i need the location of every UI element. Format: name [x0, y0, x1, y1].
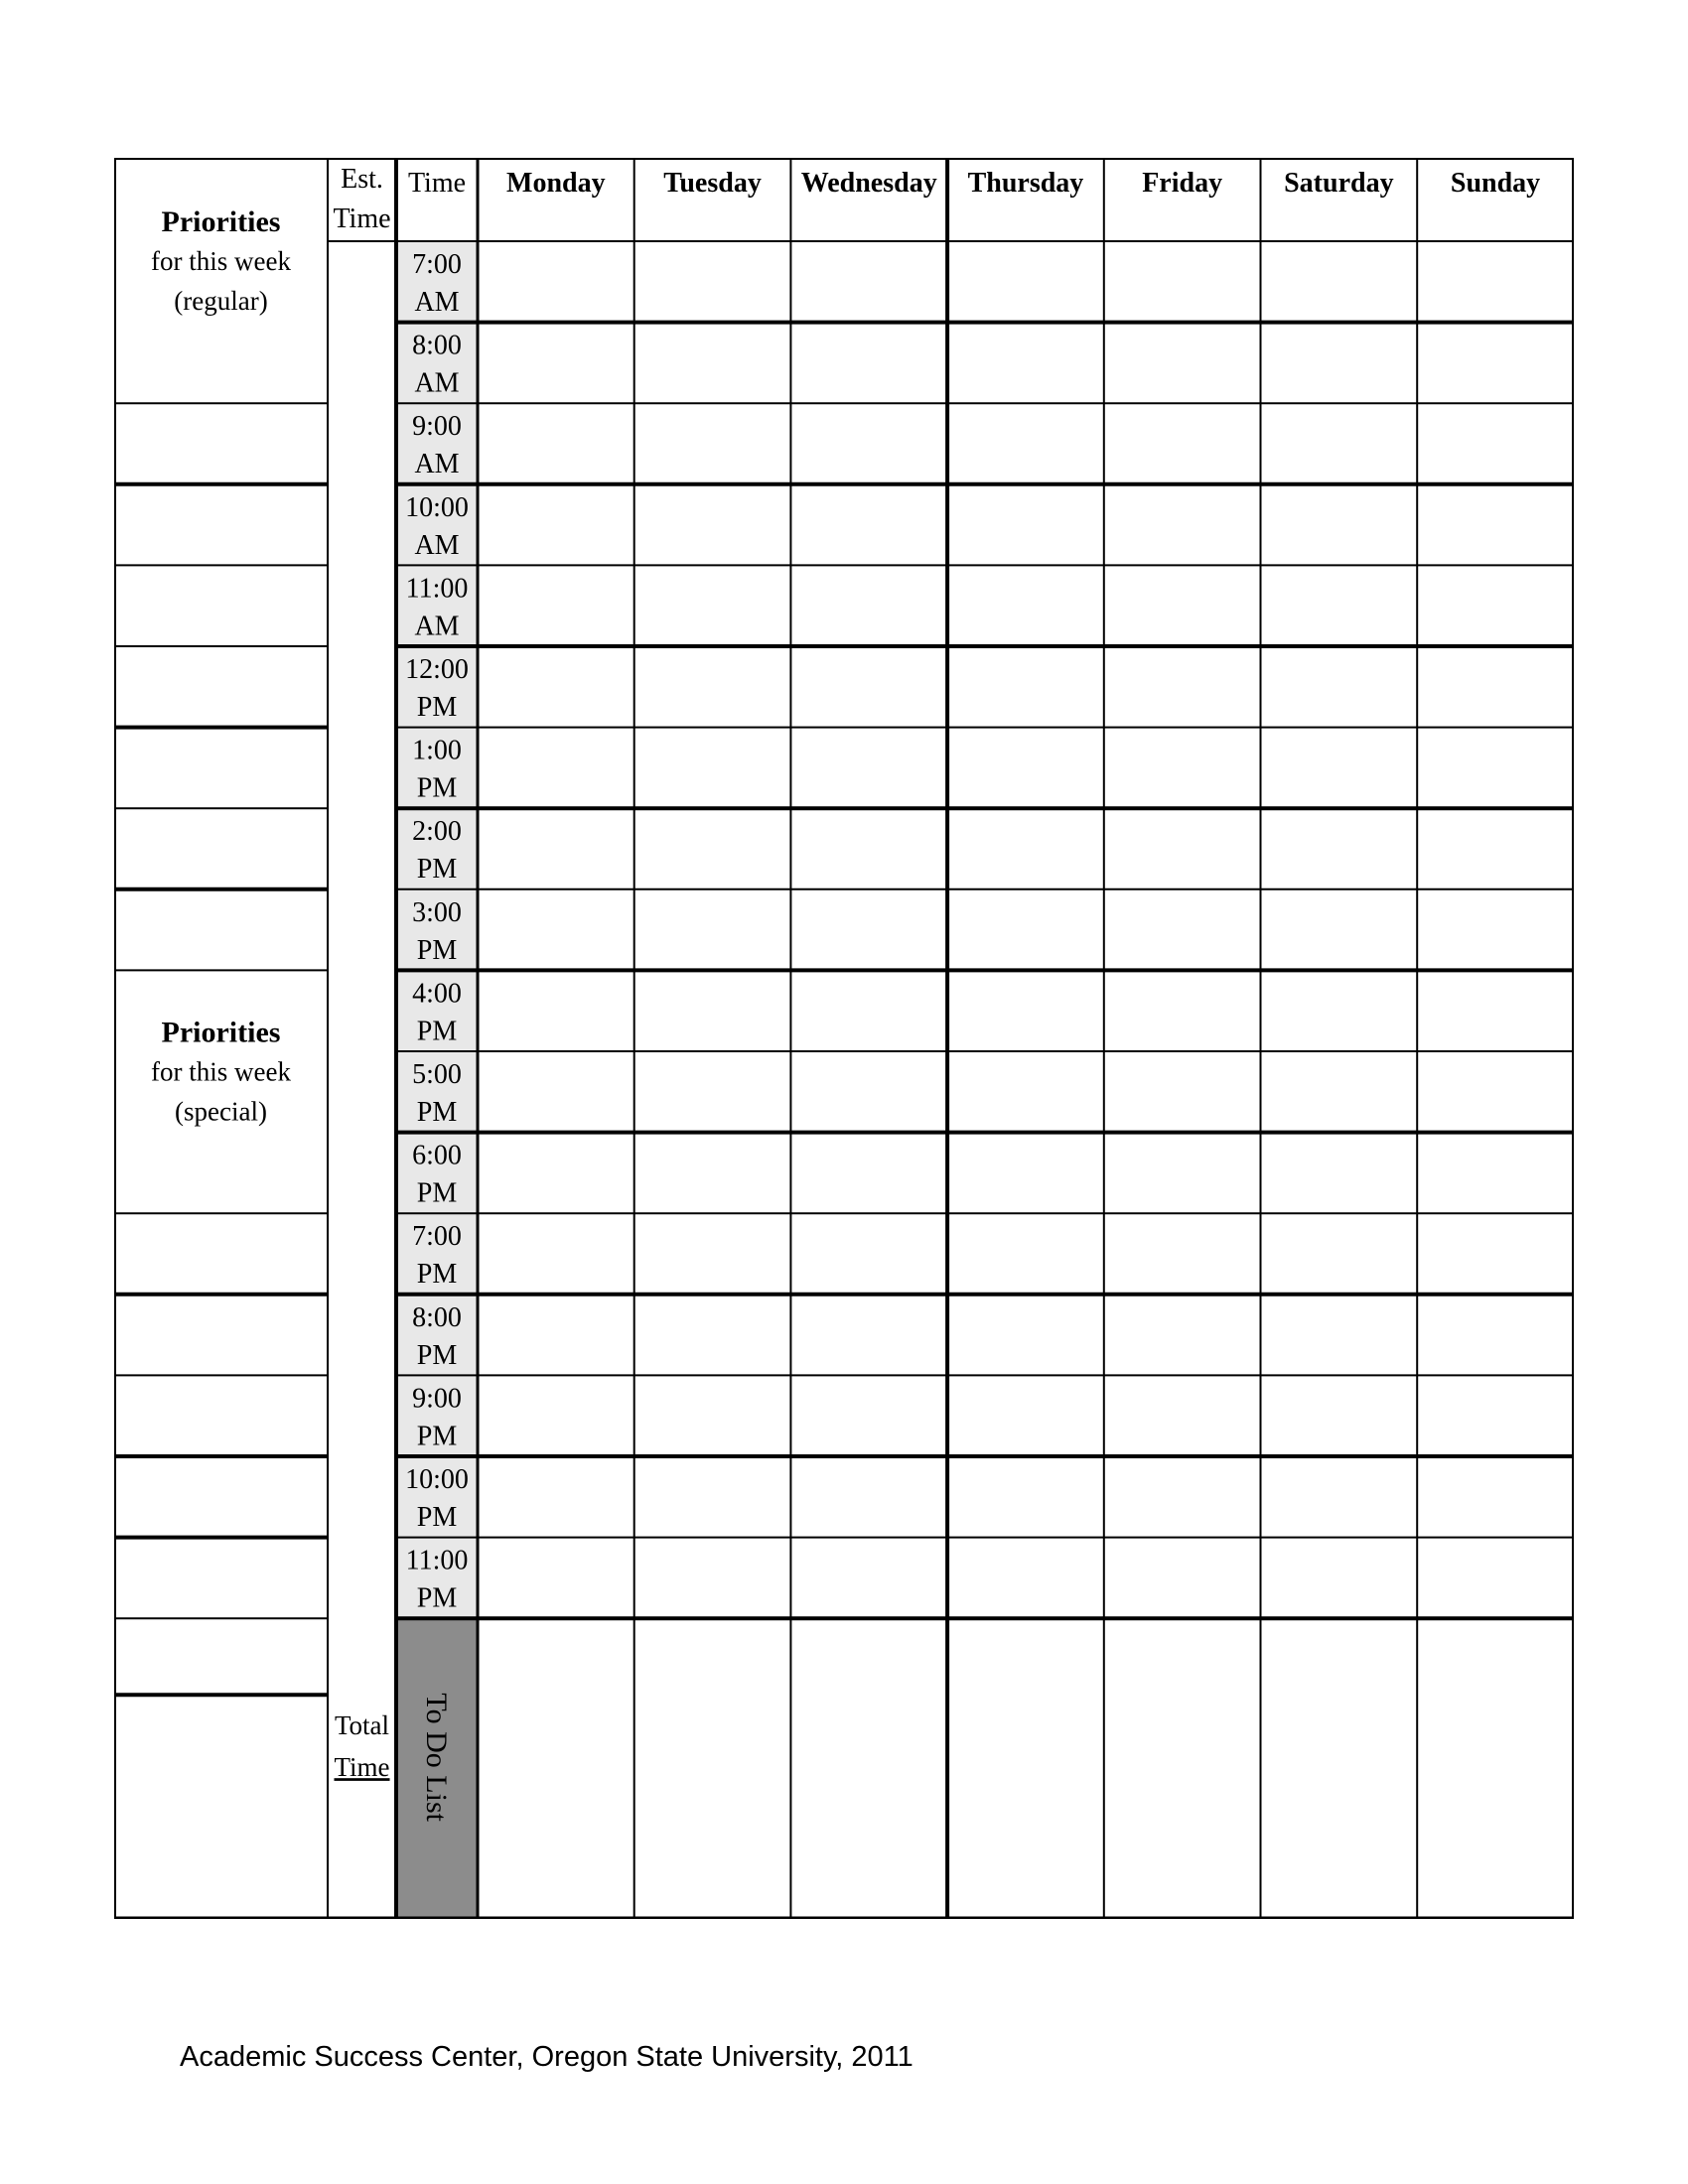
- priorities-special-line1: for this week: [151, 1056, 291, 1087]
- time-slot-hour: 5:00: [412, 1059, 462, 1090]
- priority-entry-cell[interactable]: [114, 484, 328, 566]
- schedule-cell[interactable]: [1417, 1133, 1574, 1214]
- day-header-saturday: Saturday: [1284, 168, 1394, 199]
- priority-entry-cell[interactable]: [114, 1456, 328, 1538]
- time-slot-meridiem: AM: [414, 449, 460, 480]
- schedule-cell[interactable]: [1417, 1375, 1574, 1456]
- schedule-cell[interactable]: [1417, 403, 1574, 484]
- schedule-cell[interactable]: [1261, 1213, 1418, 1295]
- schedule-cell[interactable]: [947, 646, 1104, 728]
- priority-entry-cell[interactable]: [114, 808, 328, 889]
- schedule-cell[interactable]: [634, 1051, 791, 1133]
- schedule-cell[interactable]: [1261, 1456, 1418, 1538]
- time-header: Time: [407, 168, 467, 199]
- schedule-cell[interactable]: [1104, 1456, 1261, 1538]
- time-slot-hour: 10:00: [405, 1464, 469, 1495]
- time-slot-hour: 9:00: [412, 1383, 462, 1415]
- schedule-cell[interactable]: [1261, 1133, 1418, 1214]
- day-header-monday: Monday: [506, 168, 606, 199]
- schedule-cell[interactable]: [478, 565, 634, 646]
- priorities-regular-line1: for this week: [151, 246, 291, 276]
- priorities-regular-line2: (regular): [174, 286, 268, 316]
- schedule-cell[interactable]: [1417, 728, 1574, 809]
- schedule-cell[interactable]: [478, 808, 634, 889]
- schedule-cell[interactable]: [478, 1456, 634, 1538]
- schedule-cell[interactable]: [634, 565, 791, 646]
- day-header-thursday: Thursday: [967, 168, 1084, 199]
- planner-grid: [114, 158, 1574, 1919]
- priority-entry-cell[interactable]: [114, 403, 328, 484]
- time-slot-meridiem: PM: [416, 934, 458, 966]
- schedule-cell[interactable]: [1261, 889, 1418, 971]
- time-slot-meridiem: PM: [416, 1259, 458, 1291]
- priority-entry-cell[interactable]: [114, 1618, 328, 1695]
- time-slot-meridiem: PM: [416, 1421, 458, 1452]
- footer-credit: Academic Success Center, Oregon State University, 2011: [180, 2041, 914, 2073]
- schedule-cell[interactable]: [790, 728, 947, 809]
- schedule-cell[interactable]: [790, 646, 947, 728]
- schedule-cell[interactable]: [634, 889, 791, 971]
- schedule-cell[interactable]: [634, 484, 791, 566]
- schedule-cell[interactable]: [478, 1375, 634, 1456]
- schedule-cell[interactable]: [1417, 241, 1574, 323]
- time-slot-hour: 2:00: [412, 816, 462, 848]
- time-slot-hour: 8:00: [412, 330, 462, 361]
- schedule-cell[interactable]: [1104, 484, 1261, 566]
- schedule-cell[interactable]: [1261, 728, 1418, 809]
- schedule-cell[interactable]: [1104, 1295, 1261, 1376]
- total-time-line1: Total: [334, 1710, 390, 1741]
- schedule-cell[interactable]: [1261, 484, 1418, 566]
- schedule-cell[interactable]: [634, 646, 791, 728]
- schedule-cell[interactable]: [1104, 1213, 1261, 1295]
- time-slot-hour: 12:00: [405, 654, 469, 685]
- schedule-cell[interactable]: [1261, 565, 1418, 646]
- total-time-line2: Time: [334, 1752, 390, 1783]
- day-header-tuesday: Tuesday: [663, 168, 762, 199]
- schedule-cell[interactable]: [478, 484, 634, 566]
- schedule-cell[interactable]: [1417, 1456, 1574, 1538]
- time-slot-meridiem: PM: [416, 1502, 458, 1533]
- time-slot-hour: 7:00: [412, 249, 462, 280]
- schedule-cell[interactable]: [478, 728, 634, 809]
- schedule-cell[interactable]: [1417, 1295, 1574, 1376]
- schedule-cell[interactable]: [634, 1295, 791, 1376]
- schedule-cell[interactable]: [790, 484, 947, 566]
- time-slot-hour: 3:00: [412, 896, 462, 928]
- schedule-cell[interactable]: [947, 1133, 1104, 1214]
- todo-cell[interactable]: [947, 1618, 1104, 1919]
- priorities-regular-title: Priorities: [161, 205, 281, 238]
- todo-cell[interactable]: [1261, 1618, 1418, 1919]
- schedule-cell[interactable]: [1104, 889, 1261, 971]
- schedule-cell[interactable]: [478, 889, 634, 971]
- time-slot-meridiem: AM: [414, 529, 460, 561]
- schedule-cell[interactable]: [634, 1538, 791, 1619]
- schedule-cell[interactable]: [1104, 565, 1261, 646]
- time-slot-hour: 11:00: [405, 573, 469, 605]
- schedule-cell[interactable]: [947, 808, 1104, 889]
- todo-cell[interactable]: [790, 1618, 947, 1919]
- schedule-cell[interactable]: [947, 1213, 1104, 1295]
- est-time-header-line1: Est.: [341, 164, 383, 195]
- schedule-cell[interactable]: [1417, 889, 1574, 971]
- schedule-cell[interactable]: [790, 970, 947, 1051]
- todo-cell[interactable]: [1104, 1618, 1261, 1919]
- day-header-sunday: Sunday: [1450, 168, 1541, 199]
- day-header-wednesday: Wednesday: [800, 168, 937, 199]
- time-slot-hour: 9:00: [412, 411, 462, 443]
- schedule-cell[interactable]: [790, 1375, 947, 1456]
- schedule-cell[interactable]: [1261, 646, 1418, 728]
- schedule-cell[interactable]: [478, 1051, 634, 1133]
- day-header-friday: Friday: [1142, 168, 1223, 199]
- time-slot-meridiem: AM: [414, 611, 460, 642]
- priority-entry-cell[interactable]: [114, 1375, 328, 1456]
- time-slot-meridiem: PM: [416, 1177, 458, 1209]
- time-slot-hour: 1:00: [412, 735, 462, 766]
- schedule-cell[interactable]: [1261, 1375, 1418, 1456]
- schedule-cell[interactable]: [1104, 241, 1261, 323]
- priorities-special-title: Priorities: [161, 1016, 281, 1049]
- schedule-cell[interactable]: [947, 241, 1104, 323]
- schedule-cell[interactable]: [634, 403, 791, 484]
- schedule-cell[interactable]: [1104, 970, 1261, 1051]
- schedule-cell[interactable]: [790, 889, 947, 971]
- schedule-cell[interactable]: [790, 1538, 947, 1619]
- schedule-cell[interactable]: [634, 1375, 791, 1456]
- schedule-cell[interactable]: [1417, 1051, 1574, 1133]
- schedule-cell[interactable]: [790, 403, 947, 484]
- schedule-cell[interactable]: [947, 1456, 1104, 1538]
- schedule-cell[interactable]: [1417, 323, 1574, 404]
- schedule-cell[interactable]: [1104, 1538, 1261, 1619]
- schedule-cell[interactable]: [1261, 323, 1418, 404]
- schedule-cell[interactable]: [1104, 1133, 1261, 1214]
- schedule-cell[interactable]: [1261, 1295, 1418, 1376]
- priority-entry-cell[interactable]: [114, 970, 328, 1213]
- schedule-cell[interactable]: [1104, 646, 1261, 728]
- weekly-planner: [114, 158, 1574, 1919]
- schedule-cell[interactable]: [1261, 403, 1418, 484]
- schedule-cell[interactable]: [947, 484, 1104, 566]
- priority-entry-cell[interactable]: [114, 646, 328, 728]
- todo-cell[interactable]: [634, 1618, 791, 1919]
- schedule-cell[interactable]: [478, 1538, 634, 1619]
- schedule-cell[interactable]: [790, 565, 947, 646]
- priority-entry-cell[interactable]: [114, 889, 328, 971]
- schedule-cell[interactable]: [634, 728, 791, 809]
- schedule-cell[interactable]: [790, 1133, 947, 1214]
- schedule-cell[interactable]: [947, 323, 1104, 404]
- schedule-cell[interactable]: [1417, 808, 1574, 889]
- schedule-cell[interactable]: [1261, 241, 1418, 323]
- schedule-cell[interactable]: [947, 970, 1104, 1051]
- priority-entry-cell[interactable]: [114, 1213, 328, 1295]
- time-slot-meridiem: PM: [416, 1097, 458, 1128]
- schedule-cell[interactable]: [1417, 1538, 1574, 1619]
- schedule-cell[interactable]: [947, 403, 1104, 484]
- schedule-cell[interactable]: [790, 323, 947, 404]
- schedule-cell[interactable]: [1261, 808, 1418, 889]
- time-slot-meridiem: PM: [416, 1016, 458, 1047]
- schedule-cell[interactable]: [634, 1213, 791, 1295]
- schedule-cell[interactable]: [634, 241, 791, 323]
- schedule-cell[interactable]: [790, 808, 947, 889]
- priority-entry-cell[interactable]: [114, 1538, 328, 1619]
- time-slot-hour: 11:00: [405, 1545, 469, 1576]
- schedule-cell[interactable]: [1417, 646, 1574, 728]
- schedule-cell[interactable]: [1417, 565, 1574, 646]
- todo-list-label: To Do List: [420, 1693, 453, 1822]
- schedule-cell[interactable]: [634, 1133, 791, 1214]
- schedule-cell[interactable]: [478, 970, 634, 1051]
- schedule-cell[interactable]: [1104, 728, 1261, 809]
- schedule-cell[interactable]: [947, 565, 1104, 646]
- time-slot-meridiem: PM: [416, 1339, 458, 1371]
- time-slot-hour: 6:00: [412, 1140, 462, 1171]
- priority-entry-cell[interactable]: [114, 565, 328, 646]
- schedule-cell[interactable]: [478, 646, 634, 728]
- time-slot-hour: 4:00: [412, 978, 462, 1010]
- schedule-cell[interactable]: [1104, 808, 1261, 889]
- schedule-cell[interactable]: [1417, 484, 1574, 566]
- time-slot-meridiem: PM: [416, 1582, 458, 1614]
- schedule-cell[interactable]: [478, 1133, 634, 1214]
- priority-entry-cell[interactable]: [114, 1295, 328, 1376]
- schedule-cell[interactable]: [947, 1538, 1104, 1619]
- schedule-cell[interactable]: [1261, 1538, 1418, 1619]
- schedule-cell[interactable]: [1417, 1213, 1574, 1295]
- schedule-cell[interactable]: [1261, 1051, 1418, 1133]
- schedule-cell[interactable]: [947, 1375, 1104, 1456]
- priorities-special-line2: (special): [175, 1096, 267, 1127]
- schedule-cell[interactable]: [634, 808, 791, 889]
- schedule-cell[interactable]: [790, 1051, 947, 1133]
- schedule-cell[interactable]: [947, 889, 1104, 971]
- time-slot-hour: 8:00: [412, 1301, 462, 1333]
- schedule-cell[interactable]: [634, 970, 791, 1051]
- time-slot-meridiem: PM: [416, 772, 458, 804]
- schedule-cell[interactable]: [478, 241, 634, 323]
- schedule-cell[interactable]: [634, 1456, 791, 1538]
- schedule-cell[interactable]: [1104, 323, 1261, 404]
- time-slot-meridiem: AM: [414, 367, 460, 399]
- schedule-cell[interactable]: [1104, 1051, 1261, 1133]
- time-slot-hour: 10:00: [405, 491, 469, 523]
- todo-cell[interactable]: [1417, 1618, 1574, 1919]
- schedule-cell[interactable]: [1261, 970, 1418, 1051]
- est-time-header-line2: Time: [333, 204, 391, 234]
- priority-entry-cell[interactable]: [114, 728, 328, 809]
- schedule-cell[interactable]: [478, 1213, 634, 1295]
- schedule-cell[interactable]: [947, 1295, 1104, 1376]
- schedule-cell[interactable]: [790, 1295, 947, 1376]
- schedule-cell[interactable]: [478, 1295, 634, 1376]
- time-slot-hour: 7:00: [412, 1221, 462, 1253]
- todo-cell[interactable]: [478, 1618, 634, 1919]
- time-slot-meridiem: PM: [416, 854, 458, 886]
- schedule-cell[interactable]: [634, 323, 791, 404]
- schedule-cell[interactable]: [947, 1051, 1104, 1133]
- schedule-cell[interactable]: [1417, 970, 1574, 1051]
- schedule-cell[interactable]: [478, 403, 634, 484]
- schedule-cell[interactable]: [790, 1456, 947, 1538]
- time-slot-meridiem: PM: [416, 692, 458, 723]
- schedule-cell[interactable]: [1104, 1375, 1261, 1456]
- schedule-cell[interactable]: [478, 323, 634, 404]
- schedule-cell[interactable]: [790, 1213, 947, 1295]
- schedule-cell[interactable]: [947, 728, 1104, 809]
- schedule-cell[interactable]: [1104, 403, 1261, 484]
- schedule-cell[interactable]: [790, 241, 947, 323]
- time-slot-meridiem: AM: [414, 287, 460, 318]
